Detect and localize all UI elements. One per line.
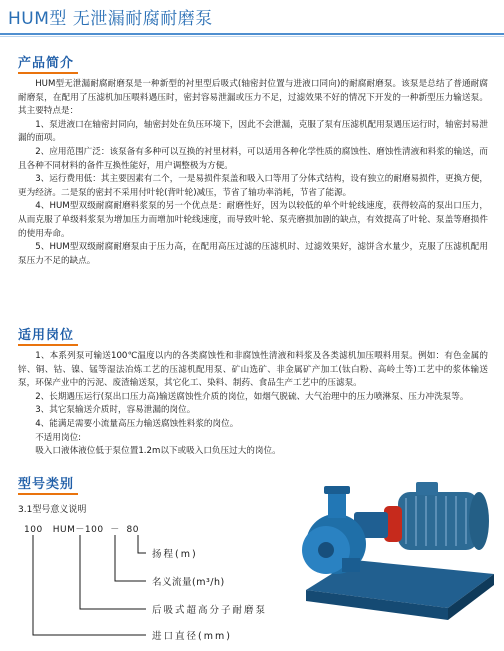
model-code: 100 HUM－100 － 80: [24, 525, 139, 535]
section-heading-models: 型号类别: [18, 473, 74, 492]
label-inlet-diameter: 进口直径(mm): [152, 631, 232, 642]
application-paragraph: 3、其它泵输送介质时，容易泄漏的岗位。: [35, 405, 196, 416]
pump-inlet: [318, 542, 334, 558]
label-pump-type: 后吸式超高分子耐磨泵: [152, 605, 268, 616]
section-heading-intro: 产品简介: [18, 52, 74, 71]
pump-outlet-flange: [324, 486, 350, 494]
title-divider-light: [0, 36, 504, 37]
page-title: HUM型 无泄漏耐腐耐磨泵: [8, 9, 213, 29]
model-caption: 3.1型号意义说明: [18, 505, 87, 515]
section-heading-applications: 适用岗位: [18, 324, 74, 343]
application-paragraph: 2、长期遇压运行(泵出口压力高)输送腐蚀性介质的岗位，如烟气脱硫、大气治理中的压力喷淋泵、压力冲洗泵等。: [35, 391, 469, 402]
intro-body: [18, 78, 488, 268]
not-applicable-title: 不适用岗位:: [35, 432, 82, 443]
intro-paragraph: 2、应用范围广泛：该泵备有多种可以互换的衬里材料，可以适用各种化学性质的腐蚀性、磨蚀性清液和料浆的输送，而且各种不同材料的备件互换性能好，用户调整极为方便。: [18, 146, 488, 171]
application-paragraph: 1、本系列泵可输送100℃温度以内的各类腐蚀性和非腐蚀性清液和料浆及各类滤机加压喂料用泵。例如：有色金属的锌、铜、钴、镍、锰等湿法冶炼工艺的压滤机配用泵、矿山选矿、非金属矿产加工(钛白粉、高岭土等)工艺中的浆体输送泵，环保产业中的污泥、废渣输送泵，其它化工、染料、制药、食品生产工艺中的压滤泵。: [18, 351, 488, 389]
title-divider: [0, 33, 504, 35]
application-paragraph: 4、能满足需要小流量高压力输送腐蚀性料浆的岗位。: [35, 418, 239, 429]
intro-paragraph: HUM型无泄漏耐腐耐磨泵是一种新型的衬里型后吸式(轴密封位置与进液口同向)的耐腐耐磨泵。该泵是总结了普通耐腐耐磨泵，在配用了压滤机加压喂料遇压时，密封容易泄漏或压力不足，过滤效果不好的情况下开发的一种新型压力输送泵。其主要特点是：: [18, 79, 488, 117]
label-flow: 名义流量(m³/h): [152, 577, 225, 588]
motor-fan-cover: [469, 492, 489, 550]
intro-paragraph: 4、HUM型双级耐腐耐磨料浆泵的另一个优点是：耐磨性好，因为以较低的单个叶轮线速度，获得较高的泵出口压力，从而克服了单级料浆泵为增加压力而增加叶轮线速度，而导致叶轮、泵壳磨损加剧的缺点，有效提高了叶轮、泵盖等磨损件的使用寿命。: [18, 201, 488, 239]
pump-illustration: [298, 468, 498, 638]
not-applicable-text: 吸入口液体液位低于泵位置1.2m以下或吸入口负压过大的岗位。: [35, 446, 281, 457]
motor-terminal-box: [416, 482, 438, 495]
label-head: 扬程(m): [152, 549, 198, 560]
intro-paragraph: 5、HUM型双级耐腐耐磨泵由于压力高，在配用高压过滤的压滤机时、过滤效果好，滤饼含水量少，克服了压滤机配用泵压力不足的缺点。: [18, 242, 488, 266]
model-diagram: [18, 502, 308, 647]
pump-foot: [342, 558, 360, 572]
intro-paragraph: 1、泵进液口在轴密封同向，轴密封处在负压环境下，因此不会泄漏，克服了泵有压滤机配用泵遇压运行时，轴密封易泄漏的面项。: [18, 119, 488, 144]
pump-outlet-pipe: [328, 492, 346, 518]
applications-body: [18, 350, 488, 459]
intro-paragraph: 3、运行费用低：其主要因素有二个，一是易损件泵盖和吸入口等用了分体式结构，设有独立的耐磨易损件，更换方便，更为经济。二是泵的密封不采用付叶轮(背叶轮)减压，节省了轴功率消耗，节省了能源。: [18, 174, 488, 198]
